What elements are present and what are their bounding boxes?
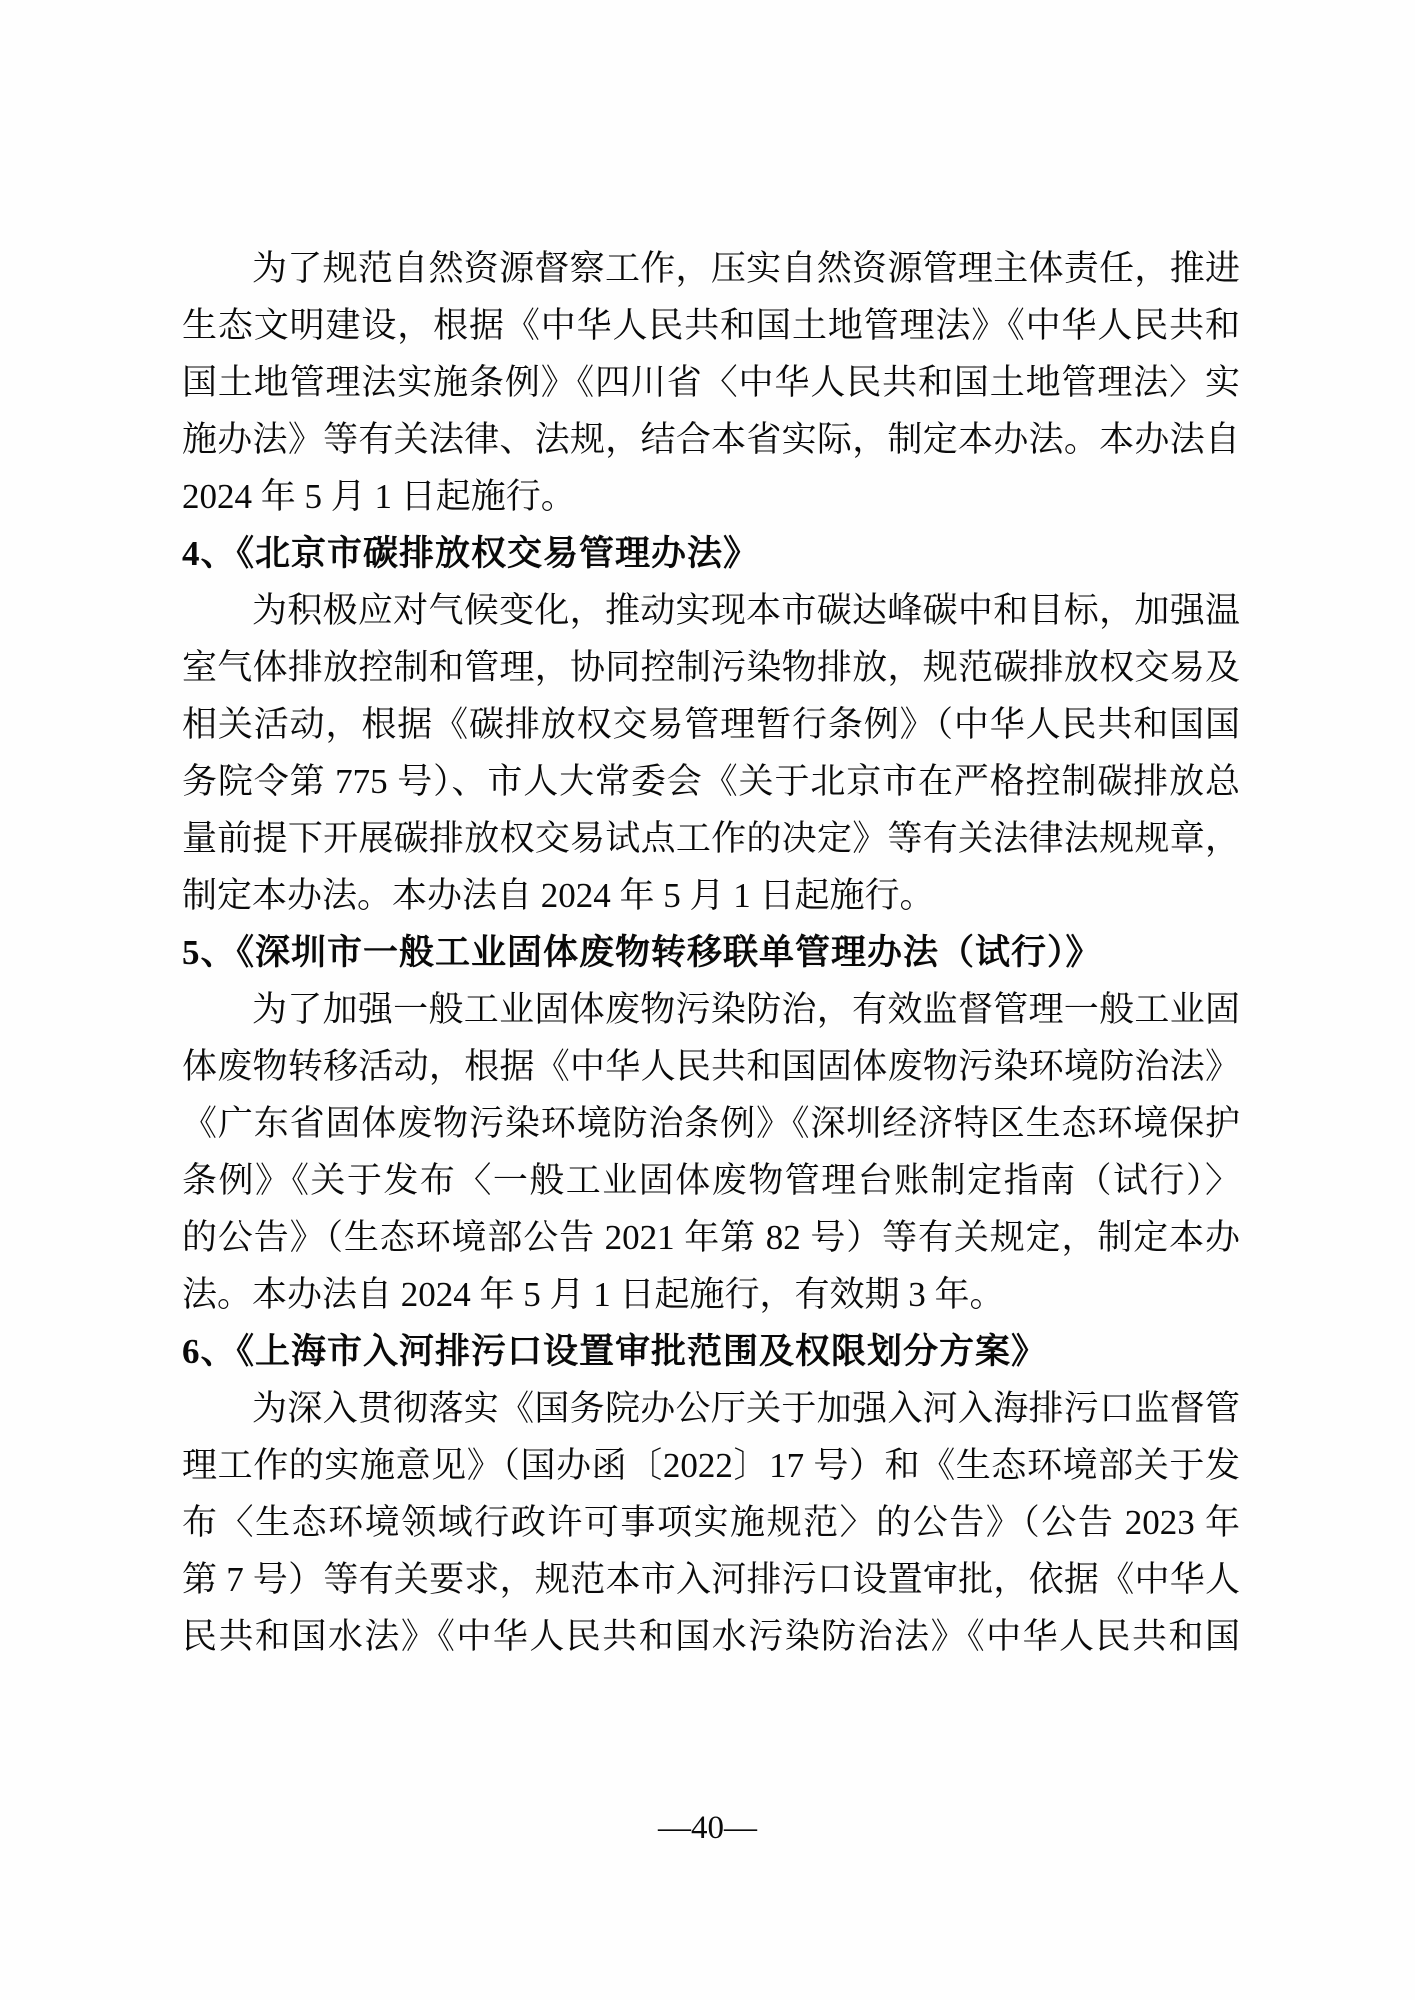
heading-line: 5、《深圳市一般工业固体废物转移联单管理办法（试行）》	[182, 933, 1102, 972]
text-line: 的公告》（生态环境部公告 2021 年第 82 号）等有关规定，制定本办	[182, 1218, 1240, 1257]
section-heading	[182, 1323, 1240, 1380]
text-line: 施办法》等有关法律、法规，结合本省实际，制定本办法。本办法自	[182, 420, 1240, 459]
text-line: 2024 年 5 月 1 日起施行。	[182, 477, 576, 516]
section-heading	[182, 525, 1240, 582]
text-line: 制定本办法。本办法自 2024 年 5 月 1 日起施行。	[182, 876, 935, 915]
section-heading	[182, 924, 1240, 981]
text-line: 民共和国水法》《中华人民共和国水污染防治法》《中华人民共和国	[182, 1617, 1240, 1656]
text-line: 第 7 号）等有关要求，规范本市入河排污口设置审批，依据《中华人	[182, 1560, 1240, 1599]
text-line: 为了加强一般工业固体废物污染防治，有效监督管理一般工业固	[252, 990, 1240, 1029]
text-line: 《广东省固体废物污染环境防治条例》《深圳经济特区生态环境保护	[182, 1104, 1240, 1143]
text-line: 法。本办法自 2024 年 5 月 1 日起施行，有效期 3 年。	[182, 1275, 1005, 1314]
text-line: 务院令第 775 号）、市人大常委会《关于北京市在严格控制碳排放总	[182, 762, 1240, 801]
text-line: 为了规范自然资源督察工作，压实自然资源管理主体责任，推进	[252, 249, 1240, 288]
heading-line: 4、《北京市碳排放权交易管理办法》	[182, 534, 760, 573]
text-line: 条例》《关于发布〈一般工业固体废物管理台账制定指南（试行）〉	[182, 1161, 1240, 1200]
heading-line: 6、《上海市入河排污口设置审批范围及权限划分方案》	[182, 1332, 1048, 1371]
paragraph	[182, 1380, 1240, 1665]
text-line: 国土地管理法实施条例》《四川省〈中华人民共和国土地管理法〉实	[182, 363, 1240, 402]
text-line: 体废物转移活动，根据《中华人民共和国固体废物污染环境防治法》	[182, 1047, 1240, 1086]
paragraph	[182, 240, 1240, 525]
text-line: 生态文明建设，根据《中华人民共和国土地管理法》《中华人民共和	[182, 306, 1240, 345]
paragraph	[182, 582, 1240, 924]
text-line: 为积极应对气候变化，推动实现本市碳达峰碳中和目标，加强温	[252, 591, 1240, 630]
text-block	[182, 240, 1240, 1665]
text-line: 相关活动，根据《碳排放权交易管理暂行条例》（中华人民共和国国	[182, 705, 1240, 744]
page-number: —40—	[658, 1810, 757, 1846]
text-line: 为深入贯彻落实《国务院办公厅关于加强入河入海排污口监督管	[252, 1389, 1240, 1428]
text-line: 布〈生态环境领域行政许可事项实施规范〉的公告》（公告 2023 年	[182, 1503, 1240, 1542]
text-line: 量前提下开展碳排放权交易试点工作的决定》等有关法律法规规章，	[182, 819, 1240, 858]
text-line: 理工作的实施意见》（国办函〔2022〕17 号）和《生态环境部关于发	[182, 1446, 1240, 1485]
paragraph	[182, 981, 1240, 1323]
text-line: 室气体排放控制和管理，协同控制污染物排放，规范碳排放权交易及	[182, 648, 1240, 687]
